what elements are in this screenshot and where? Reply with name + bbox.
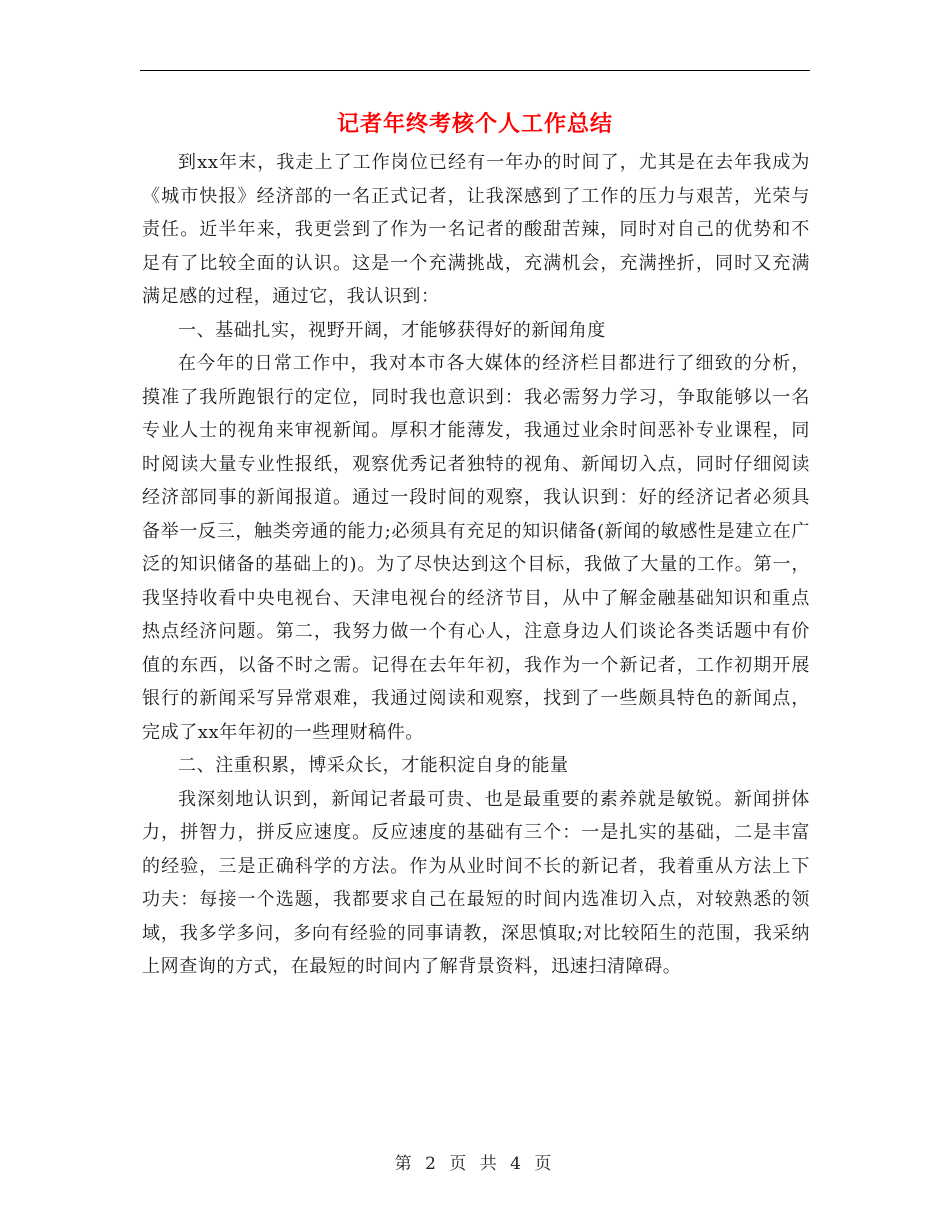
paragraph-section-1: 在今年的日常工作中，我对本市各大媒体的经济栏目都进行了细致的分析，摸准了我所跑银行的定位，同时我也意识到：我必需努力学习，争取能够以一名专业人士的视角来审视新闻。厚积才能薄发，我通过业余时间恶补专业课程，同时阅读大量专业性报纸，观察优秀记者独特的视角、新闻切入点，同时仔细阅读经济部同事的新闻报道。通过一段时间的观察，我认识到：好的经济记者必须具备举一反三，触类旁通的能力;必须具有充足的知识储备(新闻的敏感性是建立在广泛的知识储备的基础上的)。为了尽快达到这个目标，我做了大量的工作。第一，我坚持收看中央电视台、天津电视台的经济节目，从中了解金融基础知识和重点热点经济问题。第二，我努力做一个有心人，注意身边人们谈论各类话题中有价值的东西，以备不时之需。记得在去年年初，我作为一个新记者，工作初期开展银行的新闻采写异常艰难，我通过阅读和观察，找到了一些颇具特色的新闻点，完成了xx年年初的一些理财稿件。 — [142, 353, 810, 743]
section-heading-2: 二、注重积累，博采众长，才能积淀自身的能量 — [178, 755, 569, 776]
header-rule — [140, 70, 810, 71]
page-number-footer: 第 2 页 共 4 页 — [394, 1154, 556, 1174]
paragraph-section-2: 我深刻地认识到，新闻记者最可贵、也是最重要的素养就是敏锐。新闻拼体力，拼智力，拼反应速度。反应速度的基础有三个：一是扎实的基础，二是丰富的经验，三是正确科学的方法。作为从业时间不长的新记者，我着重从方法上下功夫：每接一个选题，我都要求自己在最短的时间内选准切入点，对较熟悉的领域，我多学多问，多向有经验的同事请教，深思慎取;对比较陌生的范围，我采纳上网查询的方式，在最短的时间内了解背景资料，迅速扫清障碍。 — [142, 788, 810, 977]
document-body — [142, 146, 810, 984]
section-heading-1: 一、基础扎实，视野开阔，才能够获得好的新闻角度 — [178, 319, 606, 341]
paragraph-intro: 到xx年末，我走上了工作岗位已经有一年办的时间了，尤其是在去年我成为《城市快报》经济部的一名正式记者，让我深感到了工作的压力与艰苦，光荣与责任。近半年来，我更尝到了作为一名记者的酸甜苦辣，同时对自己的优势和不足有了比较全面的认识。这是一个充满挑战，充满机会，充满挫折，同时又充满满足感的过程，通过它，我认识到： — [142, 152, 810, 307]
document-title: 记者年终考核个人工作总结 — [336, 112, 613, 137]
